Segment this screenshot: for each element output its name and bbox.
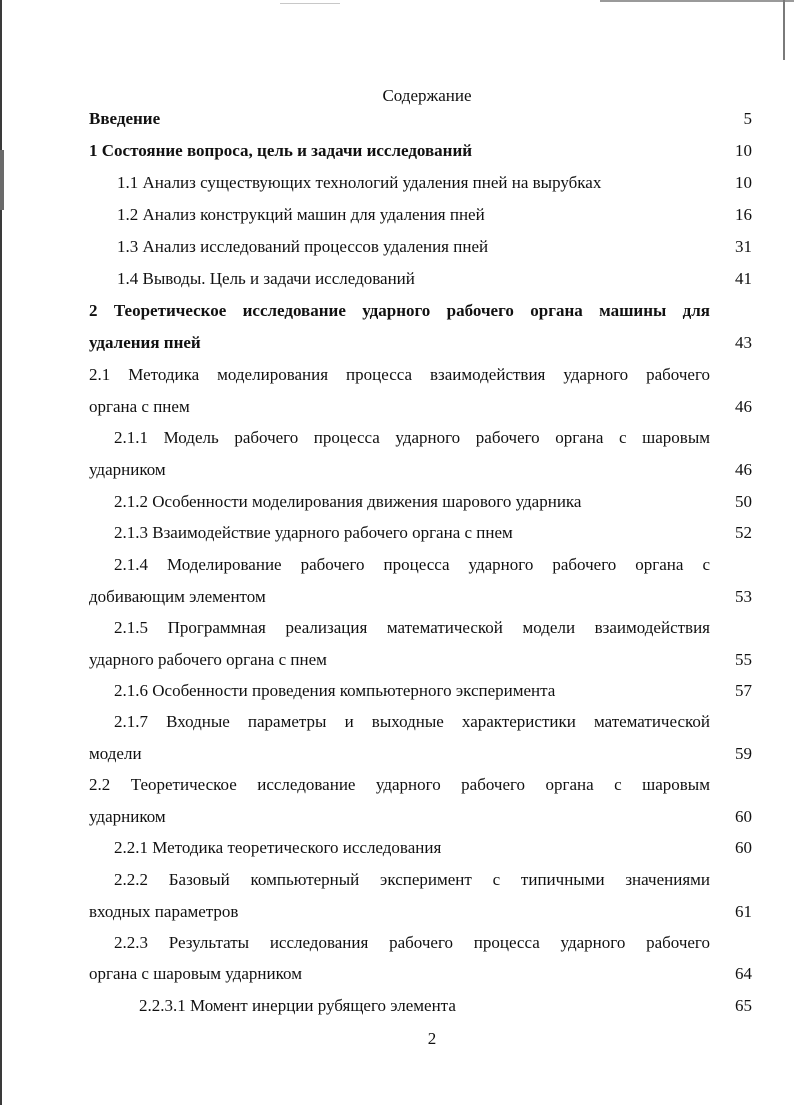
toc-entry-text-line-1: 2.2 Теоретическое исследование ударного рабочего органа с шаровым bbox=[89, 775, 710, 794]
toc-entry-page: 53 bbox=[735, 587, 752, 606]
toc-entry-page: 16 bbox=[735, 205, 752, 224]
toc-title: Содержание bbox=[382, 86, 472, 105]
toc-entry-page: 61 bbox=[735, 902, 752, 921]
toc-entry-page: 50 bbox=[735, 492, 752, 511]
toc-entry-text: 2.1.3 Взаимодействие ударного рабочего органа с пнем bbox=[114, 523, 513, 542]
scan-top-edge bbox=[600, 0, 794, 2]
scan-left-mark bbox=[0, 150, 4, 210]
toc-entry-page: 60 bbox=[735, 807, 752, 826]
toc-entry-page: 10 bbox=[735, 173, 752, 192]
toc-entry-text-line-2: удаления пней bbox=[89, 333, 201, 352]
toc-entry-text: 1 Состояние вопроса, цель и задачи исследований bbox=[89, 141, 473, 160]
page-number: 2 bbox=[427, 1029, 437, 1048]
toc-entry-page: 5 bbox=[743, 109, 752, 128]
toc-entry-text-line-1: 2.2.3 Результаты исследования рабочего процесса ударного рабочего bbox=[114, 933, 710, 952]
toc-entry-text-line-2: добивающим элементом bbox=[89, 587, 266, 606]
toc-entry-page: 64 bbox=[735, 964, 752, 983]
toc-entry-text-line-2: модели bbox=[89, 744, 142, 763]
toc-entry-page: 31 bbox=[735, 237, 752, 256]
toc-entry-text-line-1: 2 Теоретическое исследование ударного рабочего органа машины для bbox=[89, 301, 710, 320]
toc-entry-text: 1.1 Анализ существующих технологий удаления пней на вырубках bbox=[117, 173, 602, 192]
toc-entry-text: 2.1.2 Особенности моделирования движения шарового ударника bbox=[114, 492, 582, 511]
scan-right-edge bbox=[783, 0, 785, 60]
toc-entry-text-line-1: 2.1.4 Моделирование рабочего процесса ударного рабочего органа с bbox=[114, 555, 710, 574]
toc-entry-text-line-1: 2.1.5 Программная реализация математической модели взаимодействия bbox=[114, 618, 710, 637]
toc-entry-page: 46 bbox=[735, 460, 752, 479]
toc-entry-page: 46 bbox=[735, 397, 752, 416]
toc-entry-text-line-2: ударником bbox=[89, 807, 166, 826]
toc-entry-text: 1.3 Анализ исследований процессов удаления пней bbox=[117, 237, 489, 256]
toc-entry-text-line-1: 2.2.2 Базовый компьютерный эксперимент с типичными значениями bbox=[114, 870, 710, 889]
toc-entry-page: 57 bbox=[735, 681, 752, 700]
toc-entry-text: 2.1.6 Особенности проведения компьютерного эксперимента bbox=[114, 681, 556, 700]
toc-entry-text: 2.2.3.1 Момент инерции рубящего элемента bbox=[139, 996, 456, 1015]
toc-entry-text-line-2: входных параметров bbox=[89, 902, 239, 921]
toc-entry-page: 55 bbox=[735, 650, 752, 669]
toc-entry-page: 60 bbox=[735, 838, 752, 857]
toc-entry-text: 2.2.1 Методика теоретического исследования bbox=[114, 838, 442, 857]
toc-entry-text-line-1: 2.1.7 Входные параметры и выходные характеристики математической bbox=[114, 712, 710, 731]
toc-entry-text: Введение bbox=[89, 109, 161, 128]
toc-entry-text-line-2: органа с пнем bbox=[89, 397, 190, 416]
toc-entry-text-line-2: ударного рабочего органа с пнем bbox=[89, 650, 327, 669]
toc-entry-page: 65 bbox=[735, 996, 752, 1015]
toc-entry-page: 59 bbox=[735, 744, 752, 763]
toc-entry-page: 52 bbox=[735, 523, 752, 542]
toc-entry-text: 1.4 Выводы. Цель и задачи исследований bbox=[117, 269, 415, 288]
toc-entry-page: 43 bbox=[735, 333, 752, 352]
toc-entry-page: 10 bbox=[735, 141, 752, 160]
toc-entry-text-line-2: органа с шаровым ударником bbox=[89, 964, 302, 983]
toc-entry-page: 41 bbox=[735, 269, 752, 288]
toc-entry-text-line-1: 2.1.1 Модель рабочего процесса ударного рабочего органа с шаровым bbox=[114, 428, 710, 447]
toc-entry-text-line-2: ударником bbox=[89, 460, 166, 479]
scan-top-speck bbox=[280, 3, 340, 4]
toc-entry-text: 1.2 Анализ конструкций машин для удаления пней bbox=[117, 205, 485, 224]
toc-entry-text-line-1: 2.1 Методика моделирования процесса взаимодействия ударного рабочего bbox=[89, 365, 710, 384]
